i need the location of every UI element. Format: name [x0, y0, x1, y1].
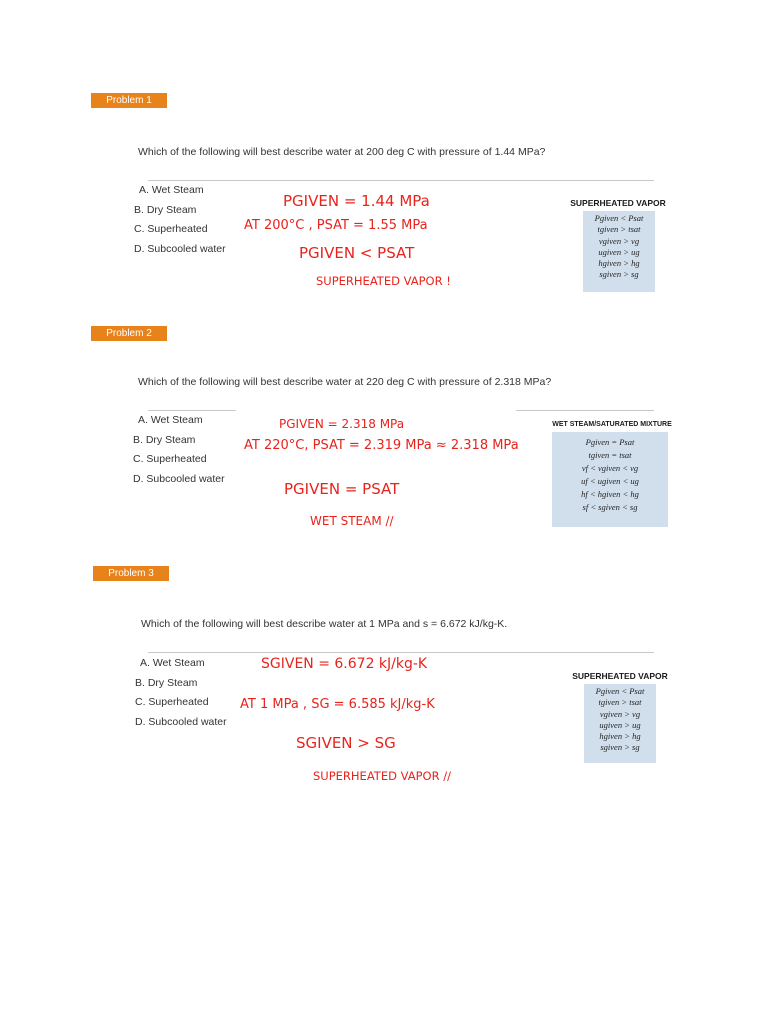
condition-row: hgiven > hg [598, 258, 640, 269]
box-title: WET STEAM/SATURATED MIXTURE [552, 421, 672, 428]
problem-tag: Problem 1 [91, 93, 167, 108]
condition-row: sgiven > sg [599, 269, 639, 280]
condition-row: Pgiven < Psat [595, 686, 645, 696]
condition-row: hgiven > hg [599, 731, 641, 742]
choice-c[interactable]: C. Superheated [133, 453, 207, 465]
condition-row: sf < sgiven < sg [582, 502, 638, 512]
condition-row: sgiven > sg [600, 742, 640, 753]
condition-row: vgiven > vg [599, 708, 641, 719]
question-text: Which of the following will best describe water at 200 deg C with pressure of 1.44 MPa? [138, 146, 546, 158]
hw-line-3: PGIVEN = PSAT [284, 480, 400, 498]
condition-row: tgiven > tsat [598, 697, 642, 708]
hw-line-4: SUPERHEATED VAPOR // [313, 769, 451, 783]
condition-row: ugiven > ug [598, 246, 640, 257]
hw-line-3: SGIVEN > SG [296, 734, 396, 752]
condition-row: tgiven = tsat [588, 450, 632, 460]
choice-d[interactable]: D. Subcooled water [133, 472, 225, 485]
question-text: Which of the following will best describe water at 1 MPa and s = 6.672 kJ/kg-K. [141, 618, 508, 630]
hw-line-1: SGIVEN = 6.672 kJ/kg-K [261, 656, 428, 672]
hw-line-4: WET STEAM // [310, 514, 394, 528]
choice-b[interactable]: B. Dry Steam [134, 203, 197, 216]
box-title: SUPERHEATED VAPOR [570, 198, 666, 208]
hw-line-3: PGIVEN < PSAT [299, 244, 415, 262]
condition-row: ugiven > ug [599, 719, 641, 730]
choice-c[interactable]: C. Superheated [134, 223, 208, 235]
hw-line-1: PGIVEN = 2.318 MPa [279, 417, 405, 431]
hw-line-2: AT 1 MPa , SG = 6.585 kJ/kg-K [240, 697, 435, 712]
hw-line-4: SUPERHEATED VAPOR ! [316, 274, 451, 288]
condition-row: vgiven > vg [598, 235, 640, 246]
condition-row: Pgiven = Psat [585, 437, 635, 447]
hw-line-2: AT 200°C , PSAT = 1.55 MPa [244, 218, 428, 233]
problem-tag: Problem 2 [91, 326, 167, 341]
choice-b[interactable]: B. Dry Steam [133, 433, 196, 446]
condition-row: vf < vgiven < vg [581, 463, 639, 473]
choice-a[interactable]: A. Wet Steam [139, 184, 204, 196]
choice-d[interactable]: D. Subcooled water [134, 242, 226, 255]
choice-a[interactable]: A. Wet Steam [138, 414, 203, 426]
choice-c[interactable]: C. Superheated [135, 696, 209, 708]
condition-row: uf < ugiven < ug [581, 476, 639, 486]
choice-b[interactable]: B. Dry Steam [135, 676, 198, 689]
box-title: SUPERHEATED VAPOR [572, 671, 668, 681]
choice-a[interactable]: A. Wet Steam [140, 657, 205, 669]
choice-d[interactable]: D. Subcooled water [135, 715, 227, 728]
condition-row: Pgiven < Psat [594, 213, 644, 223]
problem-tag: Problem 3 [93, 566, 169, 581]
question-text: Which of the following will best describe water at 220 deg C with pressure of 2.318 MPa? [138, 376, 552, 388]
hw-line-2: AT 220°C, PSAT = 2.319 MPa ≈ 2.318 MPa [244, 438, 519, 453]
condition-row: tgiven > tsat [597, 224, 641, 235]
condition-row: hf < hgiven < hg [581, 489, 639, 499]
hw-line-1: PGIVEN = 1.44 MPa [283, 192, 430, 210]
